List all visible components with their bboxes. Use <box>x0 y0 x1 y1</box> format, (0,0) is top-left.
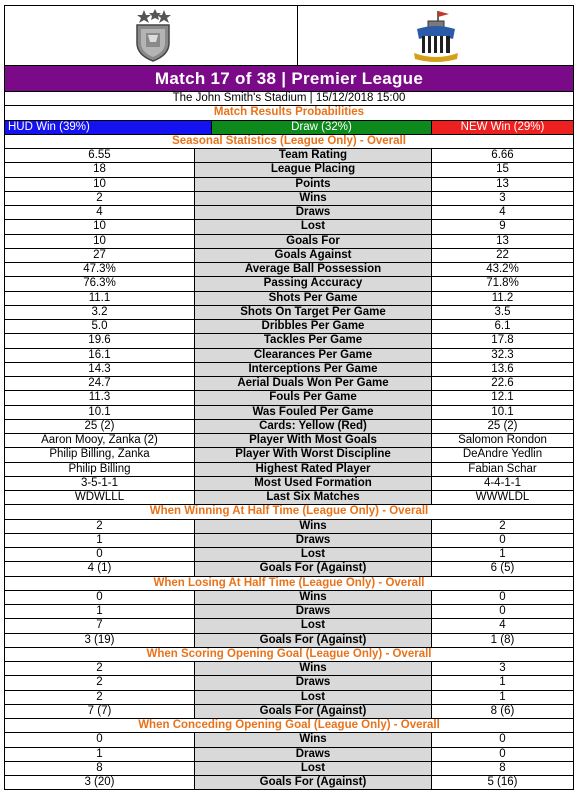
stat-row <box>5 463 574 477</box>
away-value: 1 <box>432 676 574 689</box>
stat-label: Fouls Per Game <box>195 391 432 404</box>
stat-label: Goals For (Against) <box>195 776 432 789</box>
home-value: 19.6 <box>5 334 195 347</box>
away-value: 8 (6) <box>432 705 574 718</box>
venue-date-line: The John Smith's Stadium | 15/12/2018 15:00 <box>5 92 574 105</box>
home-value: 7 (7) <box>5 705 195 718</box>
away-value: 22.6 <box>432 377 574 390</box>
away-value: 32.3 <box>432 349 574 362</box>
away-value: 10.1 <box>432 406 574 419</box>
stat-row <box>5 477 574 491</box>
home-value: 10 <box>5 235 195 248</box>
home-value: Philip Billing, Zanka <box>5 448 195 461</box>
home-value: 6.55 <box>5 149 195 162</box>
stat-label: Draws <box>195 534 432 547</box>
home-value: 2 <box>5 676 195 689</box>
huddersfield-crest-icon <box>128 9 178 63</box>
stat-row <box>5 249 574 263</box>
home-value: 10.1 <box>5 406 195 419</box>
away-value: 71.8% <box>432 277 574 290</box>
away-win-probability: NEW Win (29%) <box>432 121 574 134</box>
stat-row <box>5 776 574 790</box>
away-value: 43.2% <box>432 263 574 276</box>
venue-row <box>5 92 574 106</box>
stat-row <box>5 235 574 249</box>
away-value: 13 <box>432 235 574 248</box>
stat-label: Aerial Duals Won Per Game <box>195 377 432 390</box>
home-value: 10 <box>5 178 195 191</box>
stat-label: Average Ball Possession <box>195 263 432 276</box>
stat-label: Goals For (Against) <box>195 634 432 647</box>
stat-row <box>5 448 574 462</box>
away-value: 1 <box>432 691 574 704</box>
newcastle-crest-icon <box>411 9 461 63</box>
probabilities-header: Match Results Probabilities <box>5 106 574 119</box>
section-header: When Scoring Opening Goal (League Only) - Overall <box>5 648 574 661</box>
home-value: 8 <box>5 762 195 775</box>
home-value: 3-5-1-1 <box>5 477 195 490</box>
stat-row <box>5 292 574 306</box>
home-win-probability: HUD Win (39%) <box>5 121 212 134</box>
stat-row <box>5 619 574 633</box>
away-value: 22 <box>432 249 574 262</box>
stat-label: Goals For (Against) <box>195 562 432 575</box>
stat-label: Goals For <box>195 235 432 248</box>
match-title-row <box>5 66 574 92</box>
stat-label: Draws <box>195 676 432 689</box>
away-value: 15 <box>432 163 574 176</box>
home-value: 7 <box>5 619 195 632</box>
section-header: Seasonal Statistics (League Only) - Overall <box>5 135 574 148</box>
stat-row <box>5 534 574 548</box>
away-value: 3.5 <box>432 306 574 319</box>
stat-label: Player With Worst Discipline <box>195 448 432 461</box>
section-header-row <box>5 719 574 733</box>
stat-row <box>5 691 574 705</box>
stat-label: League Placing <box>195 163 432 176</box>
away-value: Fabian Schar <box>432 463 574 476</box>
stat-row <box>5 634 574 648</box>
away-value: Salomon Rondon <box>432 434 574 447</box>
stat-label: Team Rating <box>195 149 432 162</box>
stat-row <box>5 605 574 619</box>
stat-row <box>5 263 574 277</box>
home-value: WDWLLL <box>5 491 195 504</box>
away-value: 12.1 <box>432 391 574 404</box>
stat-label: Interceptions Per Game <box>195 363 432 376</box>
stat-row <box>5 591 574 605</box>
stat-label: Shots On Target Per Game <box>195 306 432 319</box>
stat-label: Highest Rated Player <box>195 463 432 476</box>
stat-row <box>5 277 574 291</box>
stat-label: Lost <box>195 762 432 775</box>
away-value: 2 <box>432 520 574 533</box>
home-value: 3 (19) <box>5 634 195 647</box>
away-value: 4-4-1-1 <box>432 477 574 490</box>
away-crest-cell <box>298 6 574 65</box>
stat-row <box>5 420 574 434</box>
stat-label: Lost <box>195 691 432 704</box>
stat-label: Player With Most Goals <box>195 434 432 447</box>
home-value: 1 <box>5 748 195 761</box>
stat-row <box>5 548 574 562</box>
stat-row <box>5 320 574 334</box>
stat-label: Tackles Per Game <box>195 334 432 347</box>
stat-label: Lost <box>195 548 432 561</box>
away-value: 0 <box>432 605 574 618</box>
home-value: 27 <box>5 249 195 262</box>
stat-label: Shots Per Game <box>195 292 432 305</box>
home-value: 0 <box>5 591 195 604</box>
home-value: 3.2 <box>5 306 195 319</box>
home-value: 1 <box>5 605 195 618</box>
stat-label: Last Six Matches <box>195 491 432 504</box>
away-value: 4 <box>432 206 574 219</box>
home-value: 25 (2) <box>5 420 195 433</box>
stat-row <box>5 562 574 576</box>
home-value: 4 (1) <box>5 562 195 575</box>
away-value: 1 (8) <box>432 634 574 647</box>
stat-label: Clearances Per Game <box>195 349 432 362</box>
match-stats-sheet <box>4 5 574 790</box>
section-header: When Conceding Opening Goal (League Only) - Overall <box>5 719 574 732</box>
stat-row <box>5 363 574 377</box>
stat-row <box>5 306 574 320</box>
away-value: 5 (16) <box>432 776 574 789</box>
home-value: 2 <box>5 192 195 205</box>
stat-label: Lost <box>195 220 432 233</box>
section-header-row <box>5 505 574 519</box>
home-value: 2 <box>5 662 195 675</box>
home-value: 1 <box>5 534 195 547</box>
stat-label: Lost <box>195 619 432 632</box>
stat-label: Dribbles Per Game <box>195 320 432 333</box>
home-value: Philip Billing <box>5 463 195 476</box>
away-value: WWWLDL <box>432 491 574 504</box>
away-value: DeAndre Yedlin <box>432 448 574 461</box>
away-value: 0 <box>432 748 574 761</box>
stat-row <box>5 206 574 220</box>
stat-row <box>5 349 574 363</box>
stat-row <box>5 377 574 391</box>
section-header: When Losing At Half Time (League Only) - Overall <box>5 577 574 590</box>
away-value: 3 <box>432 662 574 675</box>
home-crest-cell <box>5 6 298 65</box>
draw-probability: Draw (32%) <box>212 121 432 134</box>
stat-label: Draws <box>195 748 432 761</box>
stat-label: Cards: Yellow (Red) <box>195 420 432 433</box>
stat-row <box>5 406 574 420</box>
stat-row <box>5 391 574 405</box>
section-header: When Winning At Half Time (League Only) - Overall <box>5 505 574 518</box>
stat-row <box>5 192 574 206</box>
home-value: 14.3 <box>5 363 195 376</box>
away-value: 25 (2) <box>432 420 574 433</box>
home-value: 5.0 <box>5 320 195 333</box>
away-value: 0 <box>432 534 574 547</box>
stat-label: Points <box>195 178 432 191</box>
stat-row <box>5 434 574 448</box>
home-value: 16.1 <box>5 349 195 362</box>
away-value: 13 <box>432 178 574 191</box>
stat-row <box>5 220 574 234</box>
home-value: 11.3 <box>5 391 195 404</box>
home-value: 3 (20) <box>5 776 195 789</box>
home-value: 2 <box>5 691 195 704</box>
stat-label: Goals Against <box>195 249 432 262</box>
home-value: 4 <box>5 206 195 219</box>
stat-label: Wins <box>195 662 432 675</box>
section-header-row <box>5 577 574 591</box>
stat-label: Most Used Formation <box>195 477 432 490</box>
away-value: 17.8 <box>432 334 574 347</box>
home-value: 76.3% <box>5 277 195 290</box>
away-value: 6 (5) <box>432 562 574 575</box>
away-value: 9 <box>432 220 574 233</box>
stat-row <box>5 705 574 719</box>
home-value: Aaron Mooy, Zanka (2) <box>5 434 195 447</box>
stat-row <box>5 149 574 163</box>
probabilities-row <box>5 121 574 135</box>
away-value: 8 <box>432 762 574 775</box>
match-title: Match 17 of 38 | Premier League <box>5 66 574 91</box>
section-header-row <box>5 135 574 149</box>
stat-label: Wins <box>195 733 432 746</box>
home-value: 24.7 <box>5 377 195 390</box>
away-value: 1 <box>432 548 574 561</box>
crest-row <box>5 6 574 66</box>
stat-label: Wins <box>195 591 432 604</box>
probabilities-header-row <box>5 106 574 120</box>
away-value: 13.6 <box>432 363 574 376</box>
stat-row <box>5 762 574 776</box>
home-value: 0 <box>5 548 195 561</box>
stats-sections <box>5 135 574 791</box>
home-value: 18 <box>5 163 195 176</box>
away-value: 3 <box>432 192 574 205</box>
stat-row <box>5 748 574 762</box>
away-value: 0 <box>432 733 574 746</box>
stat-row <box>5 334 574 348</box>
stat-label: Wins <box>195 520 432 533</box>
stat-row <box>5 491 574 505</box>
section-header-row <box>5 648 574 662</box>
stat-label: Draws <box>195 605 432 618</box>
home-value: 0 <box>5 733 195 746</box>
stat-row <box>5 163 574 177</box>
stat-label: Goals For (Against) <box>195 705 432 718</box>
away-value: 6.66 <box>432 149 574 162</box>
stat-row <box>5 662 574 676</box>
stat-label: Was Fouled Per Game <box>195 406 432 419</box>
home-value: 11.1 <box>5 292 195 305</box>
stat-row <box>5 733 574 747</box>
home-value: 2 <box>5 520 195 533</box>
stat-label: Passing Accuracy <box>195 277 432 290</box>
stat-row <box>5 178 574 192</box>
away-value: 6.1 <box>432 320 574 333</box>
stat-label: Wins <box>195 192 432 205</box>
home-value: 47.3% <box>5 263 195 276</box>
away-value: 11.2 <box>432 292 574 305</box>
stat-row <box>5 520 574 534</box>
stat-label: Draws <box>195 206 432 219</box>
away-value: 4 <box>432 619 574 632</box>
away-value: 0 <box>432 591 574 604</box>
stat-row <box>5 676 574 690</box>
home-value: 10 <box>5 220 195 233</box>
